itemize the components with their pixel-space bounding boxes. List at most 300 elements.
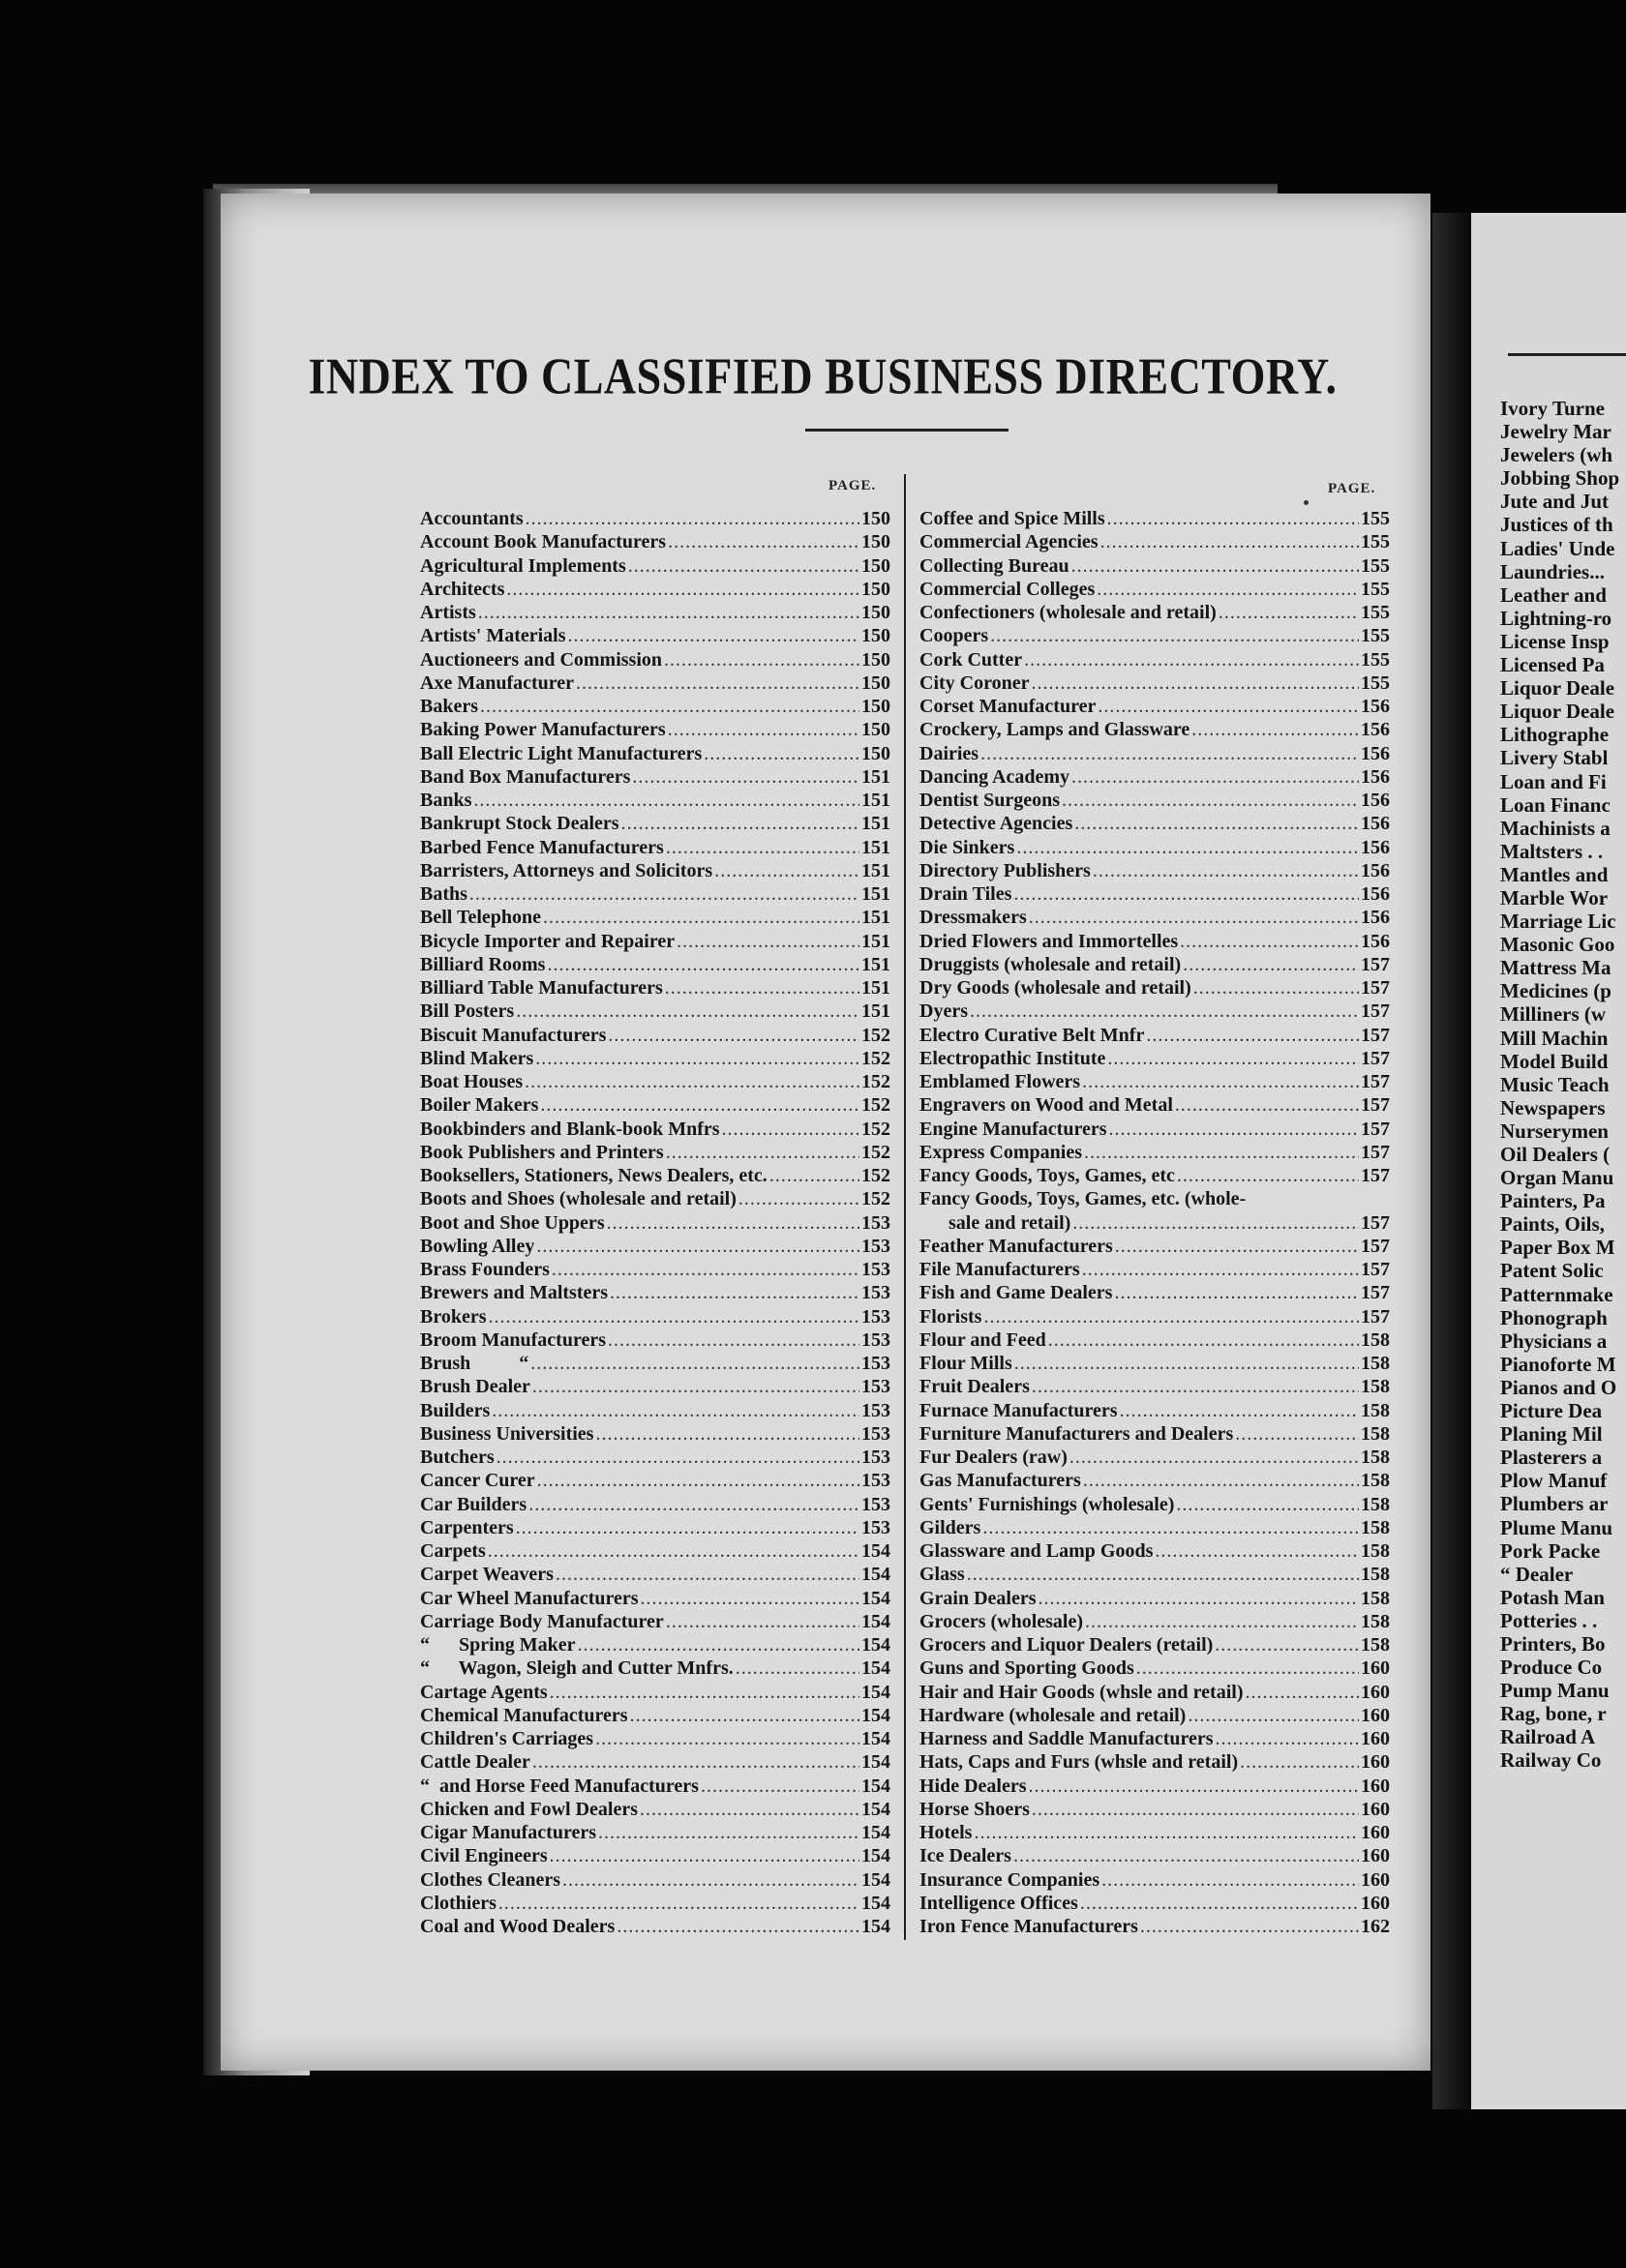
entry-page-number: 158 xyxy=(1361,1422,1390,1445)
entry-page-number: 157 xyxy=(1361,1211,1390,1234)
entry-label: Billiard Table Manufacturers xyxy=(420,977,663,999)
dot-leader xyxy=(506,578,859,601)
facing-page-entry: Loan Financ xyxy=(1500,792,1611,817)
facing-page-entry: Pianoforte M xyxy=(1500,1352,1616,1376)
entry-page-number: 154 xyxy=(861,1916,890,1937)
index-entry xyxy=(420,1539,890,1563)
entry-label: Chemical Manufacturers xyxy=(420,1704,628,1726)
entry-page-number: 153 xyxy=(861,1399,890,1421)
dot-leader xyxy=(598,1821,859,1844)
dot-leader xyxy=(595,1422,859,1446)
entry-label: Brush Dealer xyxy=(420,1376,530,1398)
entry-label: Crockery, Lamps and Glassware xyxy=(919,719,1190,741)
facing-page-entry: Marble Wor xyxy=(1500,885,1609,910)
entry-label: Coopers xyxy=(919,625,989,647)
title-rule xyxy=(805,429,1009,432)
entry-label: Accountants xyxy=(420,508,524,529)
entry-label: Druggists (wholesale and retail) xyxy=(919,953,1182,975)
dot-leader xyxy=(1084,1141,1359,1164)
index-entry xyxy=(420,1915,890,1938)
dot-leader xyxy=(632,765,859,789)
facing-page-entry: Leather and xyxy=(1500,582,1607,607)
facing-page-entry: Patent Solic xyxy=(1500,1259,1604,1283)
entry-page-number: 152 xyxy=(861,1094,890,1117)
facing-page-entry: Marriage Lic xyxy=(1500,910,1616,934)
entry-page-number: 154 xyxy=(861,1657,890,1680)
index-entry xyxy=(919,882,1390,906)
facing-page-entry: Produce Co xyxy=(1500,1656,1603,1680)
entry-page-number: 150 xyxy=(861,531,890,553)
column-divider xyxy=(904,474,906,1940)
entry-page-number: 151 xyxy=(861,790,890,811)
entry-page-number: 158 xyxy=(1361,1353,1390,1374)
entry-label: Architects xyxy=(420,578,505,600)
entry-label: Fish and Game Dealers xyxy=(919,1282,1113,1304)
entry-page-number: 160 xyxy=(1361,1728,1390,1749)
entry-label: Die Sinkers xyxy=(919,836,1015,858)
entry-page-number: 153 xyxy=(861,1235,890,1257)
dot-leader xyxy=(664,648,859,671)
index-entry xyxy=(420,1563,890,1586)
entry-page-number: 150 xyxy=(861,508,890,529)
facing-page-entry: Rag, bone, r xyxy=(1500,1702,1607,1726)
index-entry xyxy=(919,1868,1390,1892)
entry-page-number: 151 xyxy=(861,765,890,788)
entry-page-number: 158 xyxy=(1361,1587,1390,1609)
dot-leader xyxy=(722,1118,859,1141)
entry-page-number: 154 xyxy=(861,1751,890,1774)
entry-page-number: 153 xyxy=(861,1376,890,1398)
index-entry xyxy=(420,812,890,835)
dot-leader xyxy=(525,1070,859,1093)
entry-label: Coal and Wood Dealers xyxy=(420,1916,616,1937)
dot-leader xyxy=(1109,1118,1359,1141)
facing-page-entry: Physicians a xyxy=(1500,1328,1608,1353)
entry-label: Cancer Curer xyxy=(420,1470,535,1492)
entry-label: Hide Dealers xyxy=(919,1775,1027,1797)
entry-label: “ Wagon, Sleigh and Cutter Mnfrs. xyxy=(420,1657,734,1680)
entry-label: Hotels xyxy=(919,1822,973,1843)
facing-page-entry: Pork Packe xyxy=(1500,1538,1601,1563)
dot-leader xyxy=(714,859,859,882)
dot-leader xyxy=(1072,1211,1359,1235)
index-entry xyxy=(919,648,1390,671)
entry-page-number: 153 xyxy=(861,1516,890,1538)
facing-page-entry: Pump Manu xyxy=(1500,1679,1610,1703)
entry-page-number: 154 xyxy=(861,1775,890,1797)
entry-page-number: 150 xyxy=(861,671,890,694)
entry-page-number: 153 xyxy=(861,1447,890,1468)
entry-label: Brush “ xyxy=(420,1353,529,1374)
dot-leader xyxy=(489,1305,859,1328)
index-entry xyxy=(420,1047,890,1070)
entry-page-number: 157 xyxy=(1361,1141,1390,1163)
dot-leader xyxy=(1245,1681,1359,1704)
entry-page-number: 150 xyxy=(861,602,890,623)
entry-page-number: 154 xyxy=(861,1704,890,1726)
entry-page-number: 157 xyxy=(1361,1047,1390,1069)
dot-leader xyxy=(982,1516,1359,1539)
dot-leader xyxy=(967,1563,1359,1586)
entry-page-number: 150 xyxy=(861,719,890,741)
entry-label: Bankrupt Stock Dealers xyxy=(420,813,619,835)
index-entry xyxy=(420,1775,890,1798)
right-index-column xyxy=(919,507,1390,1938)
facing-page-entry: Potash Man xyxy=(1500,1585,1605,1609)
index-entry xyxy=(919,1235,1390,1258)
entry-page-number: 157 xyxy=(1361,1000,1390,1023)
entry-label: Bell Telephone xyxy=(420,907,542,929)
entry-page-number: 152 xyxy=(861,1118,890,1140)
dot-leader xyxy=(1032,1798,1359,1821)
entry-page-number: 154 xyxy=(861,1681,890,1703)
entry-page-number: 157 xyxy=(1361,1071,1390,1092)
entry-page-number: 156 xyxy=(1361,719,1390,741)
entry-label: Artists xyxy=(420,602,476,623)
dot-leader xyxy=(983,1305,1359,1328)
entry-page-number: 156 xyxy=(1361,765,1390,788)
entry-page-number: 156 xyxy=(1361,907,1390,929)
book-gutter xyxy=(1432,213,1471,2109)
index-entry xyxy=(919,507,1390,530)
entry-label: Gents' Furnishings (wholesale) xyxy=(919,1493,1175,1515)
index-entry xyxy=(919,1844,1390,1867)
entry-page-number: 151 xyxy=(861,883,890,905)
dot-leader xyxy=(480,695,859,718)
dot-leader xyxy=(1188,1704,1359,1727)
entry-page-number: 160 xyxy=(1361,1751,1390,1774)
index-entry xyxy=(420,718,890,741)
entry-page-number: 151 xyxy=(861,907,890,929)
dot-leader xyxy=(1115,1235,1359,1258)
entry-label: Hats, Caps and Furs (whsle and retail) xyxy=(919,1751,1239,1774)
index-entry xyxy=(919,1539,1390,1563)
entry-label: Corset Manufacturer xyxy=(919,696,1097,717)
dot-leader xyxy=(532,1750,859,1774)
entry-label: Drain Tiles xyxy=(919,883,1012,905)
facing-page-entry: Newspapers xyxy=(1500,1095,1606,1119)
index-entry xyxy=(420,859,890,882)
facing-page-rule xyxy=(1508,353,1626,356)
index-entry xyxy=(420,695,890,718)
entry-label: Carpet Weavers xyxy=(420,1564,554,1586)
entry-page-number: 158 xyxy=(1361,1493,1390,1515)
entry-label: Carriage Body Manufacturer xyxy=(420,1610,664,1632)
entry-page-number: 156 xyxy=(1361,696,1390,717)
entry-page-number: 150 xyxy=(861,696,890,717)
entry-page-number: 157 xyxy=(1361,953,1390,975)
dot-leader xyxy=(617,1915,859,1938)
entry-label: Furniture Manufacturers and Dealers xyxy=(919,1422,1234,1445)
index-entry xyxy=(420,1681,890,1704)
index-entry xyxy=(919,953,1390,976)
entry-page-number: 154 xyxy=(861,1634,890,1656)
right-page-column-header: PAGE. xyxy=(1328,481,1376,496)
dot-leader xyxy=(488,1539,859,1563)
dot-leader xyxy=(990,624,1359,647)
entry-page-number: 160 xyxy=(1361,1798,1390,1820)
entry-page-number: 150 xyxy=(861,578,890,600)
dot-leader xyxy=(704,742,859,765)
entry-label: Fancy Goods, Toys, Games, etc xyxy=(919,1165,1175,1186)
entry-page-number: 157 xyxy=(1361,1282,1390,1304)
dot-leader xyxy=(1013,1844,1359,1867)
dot-leader xyxy=(552,1258,859,1281)
facing-page-entry: Model Build xyxy=(1500,1049,1609,1073)
entry-label: Commercial Colleges xyxy=(919,578,1096,600)
facing-page-entry: Oil Dealers ( xyxy=(1500,1143,1611,1166)
entry-label: Car Wheel Manufacturers xyxy=(420,1587,639,1609)
index-entry xyxy=(919,836,1390,859)
facing-page-entry: Jobbing Shop xyxy=(1500,466,1620,491)
entry-label: sale and retail) xyxy=(919,1211,1071,1234)
dot-leader xyxy=(526,507,859,530)
entry-page-number: 150 xyxy=(861,742,890,764)
facing-page-entry: Organ Manu xyxy=(1500,1166,1614,1190)
entry-label: Boots and Shoes (wholesale and retail) xyxy=(420,1188,737,1210)
dot-leader xyxy=(1136,1656,1359,1680)
dot-leader xyxy=(1085,1610,1359,1633)
entry-label: Boot and Shoe Uppers xyxy=(420,1211,605,1234)
index-entry xyxy=(919,859,1390,882)
entry-label: Grocers (wholesale) xyxy=(919,1610,1084,1632)
facing-page-entry: Machinists a xyxy=(1500,816,1611,840)
facing-page-entry: “ Dealer xyxy=(1500,1562,1574,1586)
entry-label: Baking Power Manufacturers xyxy=(420,719,666,741)
facing-page-entry: Paints, Oils, xyxy=(1500,1212,1605,1237)
entry-label: Bicycle Importer and Repairer xyxy=(420,930,676,952)
facing-page-entry: Ivory Turne xyxy=(1500,397,1605,420)
entry-page-number: 160 xyxy=(1361,1892,1390,1914)
index-entry xyxy=(919,1446,1390,1469)
entry-label: Bakers xyxy=(420,696,478,717)
dot-leader xyxy=(1219,601,1359,624)
index-entry xyxy=(919,1305,1390,1328)
entry-label: Horse Shoers xyxy=(919,1798,1030,1820)
entry-label: Band Box Manufacturers xyxy=(420,765,631,788)
entry-page-number: 153 xyxy=(861,1328,890,1351)
index-entry xyxy=(919,930,1390,953)
index-entry xyxy=(919,1281,1390,1304)
index-entry xyxy=(420,671,890,695)
entry-page-number: 158 xyxy=(1361,1399,1390,1421)
entry-page-number: 153 xyxy=(861,1259,890,1280)
dot-leader xyxy=(562,1868,859,1892)
facing-page-entry: Livery Stabl xyxy=(1500,746,1609,770)
entry-page-number: 158 xyxy=(1361,1328,1390,1351)
facing-page-entry: Licensed Pa xyxy=(1500,653,1605,677)
facing-page-entry: Lightning-ro xyxy=(1500,606,1612,630)
dot-leader xyxy=(1083,1469,1359,1492)
entry-label: Carpenters xyxy=(420,1516,514,1538)
index-entry xyxy=(919,1587,1390,1610)
entry-page-number: 155 xyxy=(1361,602,1390,623)
facing-page-entry: Patternmake xyxy=(1500,1282,1613,1306)
entry-page-number: 153 xyxy=(861,1493,890,1515)
entry-label: Electro Curative Belt Mnfr xyxy=(919,1024,1145,1046)
dot-leader xyxy=(1114,1281,1359,1304)
dot-leader xyxy=(532,1375,859,1398)
entry-page-number: 160 xyxy=(1361,1822,1390,1843)
index-entry xyxy=(919,1656,1390,1680)
entry-page-number: 160 xyxy=(1361,1657,1390,1680)
entry-page-number: 160 xyxy=(1361,1845,1390,1867)
index-entry xyxy=(919,1187,1390,1210)
entry-label: Auctioneers and Commission xyxy=(420,648,663,671)
index-entry xyxy=(919,601,1390,624)
entry-page-number: 158 xyxy=(1361,1634,1390,1656)
dot-leader xyxy=(1177,1164,1359,1187)
entry-page-number: 160 xyxy=(1361,1868,1390,1891)
dot-leader xyxy=(980,742,1359,765)
dot-leader xyxy=(469,882,859,906)
index-entry xyxy=(919,1024,1390,1047)
dot-leader xyxy=(528,1493,859,1516)
facing-page-entry: Justices of th xyxy=(1500,513,1613,537)
index-entry xyxy=(919,1493,1390,1516)
facing-page-entry: Paper Box M xyxy=(1500,1236,1615,1260)
entry-label: Carpets xyxy=(420,1540,486,1562)
dot-leader xyxy=(1014,1352,1359,1375)
dot-leader xyxy=(516,1000,859,1023)
index-entry xyxy=(919,1399,1390,1422)
entry-label: Cork Cutter xyxy=(919,648,1023,671)
index-entry xyxy=(919,742,1390,765)
dot-leader xyxy=(1100,530,1359,553)
index-entry xyxy=(420,1727,890,1750)
entry-label: Collecting Bureau xyxy=(919,554,1069,577)
entry-label: Billiard Rooms xyxy=(420,953,546,975)
entry-label: Biscuit Manufacturers xyxy=(420,1024,607,1046)
index-entry xyxy=(420,1118,890,1141)
entry-page-number: 155 xyxy=(1361,625,1390,647)
index-entry xyxy=(420,1399,890,1422)
dot-leader xyxy=(1071,554,1359,578)
facing-page-entry: Jute and Jut xyxy=(1500,490,1610,514)
entry-page-number: 158 xyxy=(1361,1516,1390,1538)
index-entry xyxy=(919,530,1390,553)
entry-label: Axe Manufacturer xyxy=(420,671,575,694)
facing-page-entry: Railroad A xyxy=(1500,1725,1596,1749)
index-entry xyxy=(919,1469,1390,1492)
index-entry xyxy=(420,1750,890,1774)
dot-leader xyxy=(628,554,859,578)
facing-page-entry: Planing Mil xyxy=(1500,1422,1603,1447)
index-entry xyxy=(420,1211,890,1235)
entry-label: Chicken and Fowl Dealers xyxy=(420,1798,638,1820)
entry-label: Intelligence Offices xyxy=(919,1892,1078,1914)
entry-page-number: 156 xyxy=(1361,859,1390,881)
index-entry xyxy=(420,1610,890,1633)
dot-leader xyxy=(1191,718,1359,741)
entry-label: Harness and Saddle Manufacturers xyxy=(919,1728,1214,1749)
facing-page-entry: Maltsters . . xyxy=(1500,839,1604,863)
dot-leader xyxy=(578,1633,859,1656)
entry-page-number: 151 xyxy=(861,836,890,858)
dot-leader xyxy=(668,530,859,553)
entry-page-number: 151 xyxy=(861,813,890,835)
dot-leader xyxy=(1215,1633,1359,1656)
entry-label: Hardware (wholesale and retail) xyxy=(919,1704,1187,1726)
entry-label: Electropathic Institute xyxy=(919,1047,1106,1069)
entry-label: Bill Posters xyxy=(420,1000,515,1023)
entry-page-number: 154 xyxy=(861,1798,890,1820)
entry-label: “ and Horse Feed Manufacturers xyxy=(420,1775,699,1797)
entry-page-number: 152 xyxy=(861,1188,890,1210)
dot-leader xyxy=(608,1328,859,1352)
entry-page-number: 153 xyxy=(861,1305,890,1328)
dot-leader xyxy=(556,1563,859,1586)
dot-leader xyxy=(640,1798,859,1821)
dot-leader xyxy=(1082,1258,1359,1281)
dot-leader xyxy=(666,1141,859,1164)
dot-leader xyxy=(1107,507,1359,530)
index-entry xyxy=(420,1093,890,1117)
entry-page-number: 158 xyxy=(1361,1610,1390,1632)
entry-page-number: 152 xyxy=(861,1047,890,1069)
index-entry xyxy=(919,1047,1390,1070)
dot-leader xyxy=(677,930,859,953)
entry-label: Dried Flowers and Immortelles xyxy=(919,930,1179,952)
index-entry xyxy=(919,1727,1390,1750)
entry-label: Ice Dealers xyxy=(919,1845,1011,1867)
entry-label: Children's Carriages xyxy=(420,1728,594,1749)
entry-page-number: 156 xyxy=(1361,883,1390,905)
index-entry xyxy=(919,1211,1390,1235)
index-entry xyxy=(420,1868,890,1892)
index-entry xyxy=(420,742,890,765)
index-entry xyxy=(420,1704,890,1727)
index-entry xyxy=(420,1516,890,1539)
entry-label: Guns and Sporting Goods xyxy=(919,1657,1134,1680)
facing-page-entry: Liquor Deale xyxy=(1500,676,1615,701)
index-entry xyxy=(420,1587,890,1610)
index-entry xyxy=(420,1305,890,1328)
facing-page-entry: Masonic Goo xyxy=(1500,933,1615,957)
entry-label: Engravers on Wood and Metal xyxy=(919,1094,1173,1117)
facing-page-entry: Medicines (p xyxy=(1500,979,1611,1003)
entry-label: Civil Engineers xyxy=(420,1845,548,1867)
entry-label: Dressmakers xyxy=(919,907,1027,929)
index-entry xyxy=(420,1258,890,1281)
entry-label: Book Publishers and Printers xyxy=(420,1141,664,1163)
entry-page-number: 156 xyxy=(1361,742,1390,764)
dot-leader xyxy=(536,1235,859,1258)
entry-label: Furnace Manufacturers xyxy=(919,1399,1118,1421)
entry-page-number: 152 xyxy=(861,1165,890,1186)
entry-page-number: 153 xyxy=(861,1353,890,1374)
facing-page-entry: Music Teach xyxy=(1500,1072,1610,1096)
entry-page-number: 157 xyxy=(1361,1118,1390,1140)
index-entry xyxy=(919,1633,1390,1656)
entry-label: Insurance Companies xyxy=(919,1868,1100,1891)
facing-page-entry: Plumbers ar xyxy=(1500,1492,1609,1516)
index-entry xyxy=(420,1422,890,1446)
index-entry xyxy=(420,976,890,1000)
entry-label: Flour and Feed xyxy=(919,1328,1046,1351)
dot-leader xyxy=(1093,859,1359,882)
facing-page-entry: Jewelers (wh xyxy=(1500,443,1613,467)
entry-label: Glass xyxy=(919,1564,965,1586)
dot-leader xyxy=(1216,1727,1359,1750)
facing-page-entry: Painters, Pa xyxy=(1500,1189,1606,1213)
entry-label: Boiler Makers xyxy=(420,1094,539,1117)
dot-leader xyxy=(621,812,859,835)
entry-label: Clothes Cleaners xyxy=(420,1868,560,1891)
dot-leader xyxy=(550,1844,859,1867)
dot-leader xyxy=(769,1164,859,1187)
dot-leader xyxy=(530,1352,859,1375)
